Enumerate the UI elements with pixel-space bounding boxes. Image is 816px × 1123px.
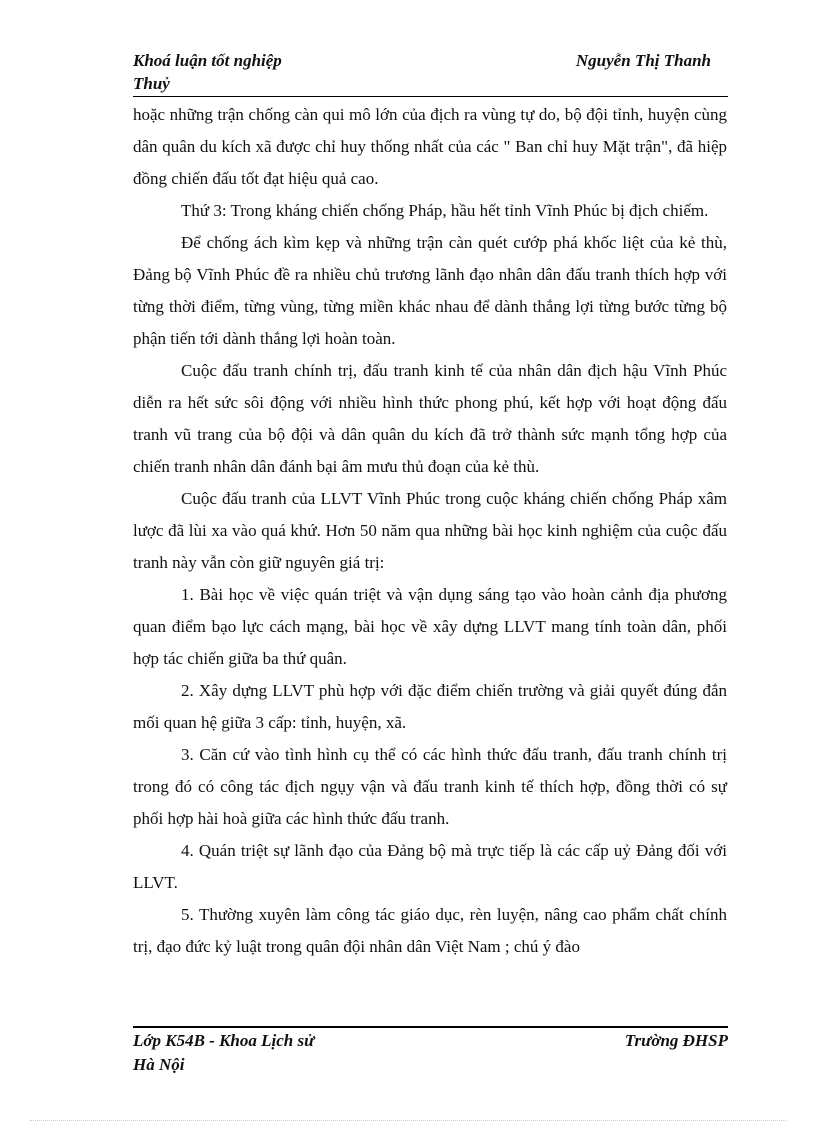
page-bottom-edge bbox=[30, 1120, 786, 1121]
page-body bbox=[133, 99, 727, 963]
header-author-name: Nguyễn Thị Thanh bbox=[575, 51, 711, 70]
footer-university: Trường ĐHSP bbox=[624, 1031, 728, 1050]
paragraph: Cuộc đấu tranh chính trị, đấu tranh kinh tế của nhân dân địch hậu Vĩnh Phúc diễn ra hết sức sôi động với nhiều hình thức phong phú, kết hợp với hoạt động đấu tranh vũ trang của bộ đội và dân quân du kích đã trở thành sức mạnh tổng hợp của chiến tranh nhân dân đánh bại âm mưu thủ đoạn của kẻ thù. bbox=[133, 361, 727, 476]
header-divider bbox=[133, 96, 728, 97]
lesson-item-2: 2. Xây dựng LLVT phù hợp với đặc điểm chiến trường và giải quyết đúng đắn mối quan hệ giữa 3 cấp: tỉnh, huyện, xã. bbox=[133, 681, 727, 732]
footer-city: Hà Nội bbox=[133, 1055, 185, 1074]
paragraph-continuation: hoặc những trận chống càn qui mô lớn của địch ra vùng tự do, bộ đội tỉnh, huyện cùng dân quân du kích xã được chỉ huy thống nhất của các " Ban chỉ huy Mặt trận", đã hiệp đồng chiến đấu tốt đạt hiệu quả cao. bbox=[133, 105, 727, 188]
lesson-item-4: 4. Quán triệt sự lãnh đạo của Đảng bộ mà trực tiếp là các cấp uỷ Đảng đối với LLVT. bbox=[133, 841, 727, 892]
lesson-item-1: 1. Bài học về việc quán triệt và vận dụng sáng tạo vào hoàn cảnh địa phương quan điểm bạo lực cách mạng, bài học về xây dựng LLVT mang tính toàn dân, phối hợp tác chiến giữa ba thứ quân. bbox=[133, 585, 727, 668]
lesson-item-3: 3. Căn cứ vào tình hình cụ thể có các hình thức đấu tranh, đấu tranh chính trị trong đó có công tác địch ngụy vận và đấu tranh kinh tế thích hợp, đồng thời có sự phối hợp hài hoà giữa các hình thức đấu tranh. bbox=[133, 745, 727, 828]
paragraph: Thứ 3: Trong kháng chiến chống Pháp, hầu hết tỉnh Vĩnh Phúc bị địch chiếm. bbox=[181, 201, 709, 220]
footer-class-department: Lớp K54B - Khoa Lịch sử bbox=[133, 1031, 315, 1050]
header-author-name-continued: Thuỷ bbox=[133, 74, 170, 93]
lesson-item-5: 5. Thường xuyên làm công tác giáo dục, rèn luyện, nâng cao phẩm chất chính trị, đạo đức kỷ luật trong quân đội nhân dân Việt Nam ; chú ý đào bbox=[133, 905, 727, 956]
paragraph: Để chống ách kìm kẹp và những trận càn quét cướp phá khốc liệt của kẻ thù, Đảng bộ Vĩnh Phúc đề ra nhiều chủ trương lãnh đạo nhân dân đấu tranh thích hợp với từng thời điểm, từng vùng, từng miền khác nhau để dành thắng lợi từng bước từng bộ phận tiến tới dành thắng lợi hoàn toàn. bbox=[133, 233, 727, 348]
paragraph: Cuộc đấu tranh của LLVT Vĩnh Phúc trong cuộc kháng chiến chống Pháp xâm lược đã lùi xa vào quá khứ. Hơn 50 năm qua những bài học kinh nghiệm của cuộc đấu tranh này vẫn còn giữ nguyên giá trị: bbox=[133, 489, 727, 572]
header-thesis-title: Khoá luận tốt nghiệp bbox=[133, 51, 282, 70]
footer-divider bbox=[133, 1026, 728, 1028]
